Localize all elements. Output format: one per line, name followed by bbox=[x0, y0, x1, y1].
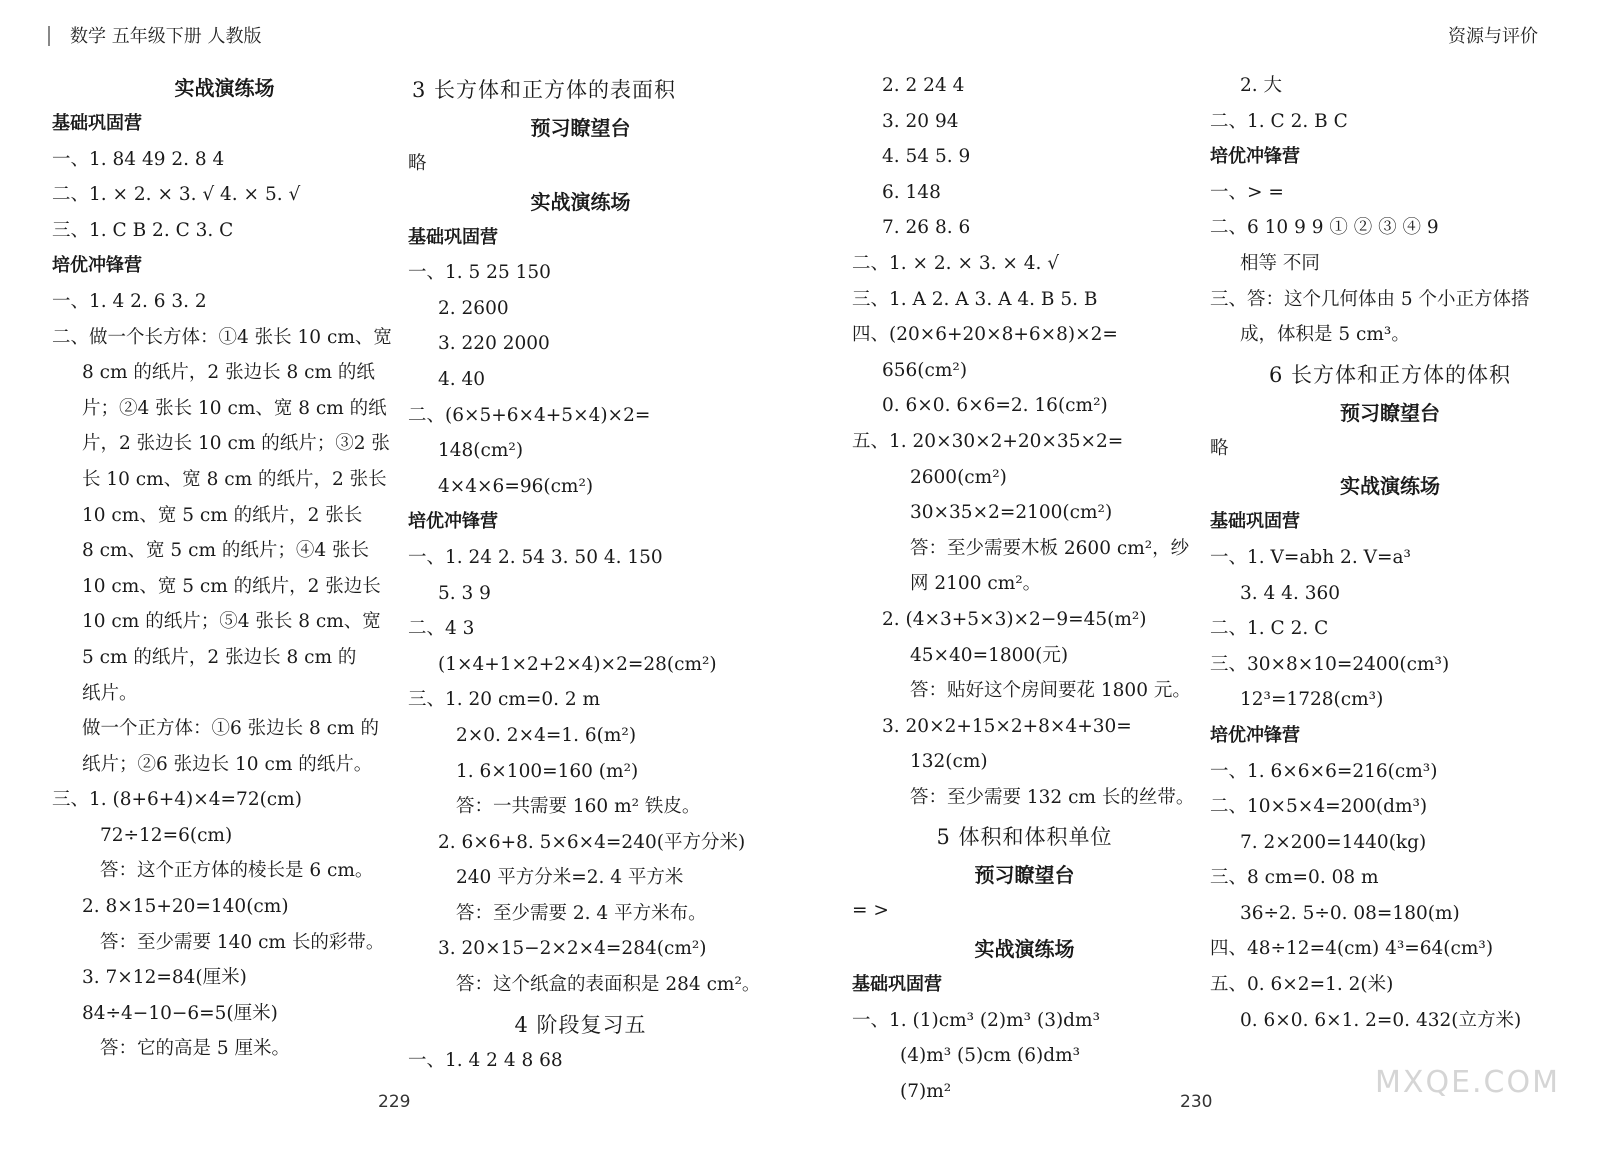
answer-line: 答：至少需要木板 2600 cm²，纱 bbox=[910, 537, 1190, 559]
section-title: 实战演练场 bbox=[174, 76, 275, 100]
answer-line: 一、> = bbox=[1210, 181, 1284, 203]
chapter-heading: 4 阶段复习五 bbox=[514, 1012, 647, 1037]
answer-line: 4. 54 5. 9 bbox=[882, 146, 971, 168]
answer-line: 答：这个纸盒的表面积是 284 cm²。 bbox=[456, 974, 761, 996]
answer-line: 3. 7×12=84(厘米) bbox=[82, 967, 247, 989]
answer-line: 7. 2×200=1440(kg) bbox=[1240, 831, 1427, 853]
answer-line: (4)m³ (5)cm (6)dm³ bbox=[900, 1045, 1081, 1067]
answer-line: 二、6 10 9 9 ① ② ③ ④ 9 bbox=[1210, 217, 1439, 239]
answer-line: 答：至少需要 140 cm 长的彩带。 bbox=[100, 931, 385, 953]
answer-line: 30×35×2=2100(cm²) bbox=[910, 502, 1113, 524]
answer-line: 2. 6×6+8. 5×6×4=240(平方分米) bbox=[438, 831, 746, 853]
page-number-right: 230 bbox=[1180, 1092, 1213, 1112]
subsection-heading: 基础巩固营 bbox=[852, 974, 942, 996]
answer-line: 36÷2. 5÷0. 08=180(m) bbox=[1240, 902, 1460, 924]
section-title: 实战演练场 bbox=[1340, 474, 1440, 499]
answer-line: 2. 2600 bbox=[438, 297, 509, 319]
answer-line: (7)m² bbox=[900, 1080, 952, 1102]
answer-line: 答：它的高是 5 厘米。 bbox=[100, 1038, 291, 1060]
answer-line: 4. 40 bbox=[438, 368, 486, 390]
answer-line: 2600(cm²) bbox=[910, 466, 1007, 488]
answer-line: 656(cm²) bbox=[882, 359, 968, 381]
answer-column-3 bbox=[852, 68, 1197, 1109]
answer-line: 45×40=1800(元) bbox=[910, 644, 1069, 666]
answer-line: 做一个正方体：①6 张边长 8 cm 的 bbox=[82, 718, 379, 740]
answer-line: 5. 3 9 bbox=[438, 582, 491, 604]
section-title: 实战演练场 bbox=[974, 937, 1075, 962]
section-title: 预习瞭望台 bbox=[530, 116, 631, 140]
answer-line: 7. 26 8. 6 bbox=[882, 217, 971, 239]
answer-line: 一、1. 84 49 2. 8 4 bbox=[52, 148, 225, 170]
answer-line: 3. 4 4. 360 bbox=[1240, 582, 1341, 604]
answer-line: 二、1. C 2. C bbox=[1210, 618, 1329, 640]
answer-line: 8 cm 的纸片，2 张边长 8 cm 的纸 bbox=[82, 362, 375, 384]
answer-line: (1×4+1×2+2×4)×2=28(cm²) bbox=[438, 653, 717, 675]
answer-line: 5 cm 的纸片，2 张边长 8 cm 的 bbox=[82, 646, 357, 668]
answer-line: 四、48÷12=4(cm) 4³=64(cm³) bbox=[1210, 938, 1494, 960]
answer-line: 四、(20×6+20×8+6×8)×2= bbox=[852, 324, 1118, 346]
answer-line: 二、做一个长方体：①4 张长 10 cm、宽 bbox=[52, 326, 392, 348]
answer-line: 240 平方分米=2. 4 平方米 bbox=[456, 867, 684, 889]
answer-line: 8 cm、宽 5 cm 的纸片；④4 张长 bbox=[82, 540, 370, 562]
answer-line: 一、1. (1)cm³ (2)m³ (3)dm³ bbox=[852, 1009, 1100, 1031]
answer-line: 2. 8×15+20=140(cm) bbox=[82, 896, 289, 918]
answer-line: 2. 大 bbox=[1240, 75, 1283, 96]
answer-line: 72÷12=6(cm) bbox=[100, 824, 233, 846]
answer-line: 片；②4 张长 10 cm、宽 8 cm 的纸 bbox=[82, 397, 387, 419]
answer-line: 三、答：这个几何体由 5 个小正方体搭 bbox=[1210, 288, 1530, 310]
watermark: MXQE.COM bbox=[1375, 1065, 1560, 1100]
answer-line: 片，2 张边长 10 cm 的纸片；③2 张 bbox=[82, 433, 390, 455]
answer-line: 132(cm) bbox=[910, 751, 988, 773]
answer-line: 1. 6×100=160 (m²) bbox=[456, 760, 639, 782]
chapter-heading: 6 长方体和正方体的体积 bbox=[1268, 362, 1512, 387]
subsection-heading: 培优冲锋营 bbox=[52, 255, 142, 277]
answer-line: 一、1. 4 2. 6 3. 2 bbox=[52, 290, 207, 312]
answer-line: 2×0. 2×4=1. 6(m²) bbox=[456, 724, 637, 746]
answer-line: 答：一共需要 160 m² 铁皮。 bbox=[456, 796, 701, 818]
answer-line: 148(cm²) bbox=[438, 440, 524, 462]
page-number-left: 229 bbox=[378, 1092, 411, 1112]
header-divider bbox=[48, 26, 50, 46]
answer-line: 略 bbox=[1210, 437, 1229, 459]
answer-line: 五、1. 20×30×2+20×35×2= bbox=[852, 430, 1124, 452]
chapter-heading: 3 长方体和正方体的表面积 bbox=[412, 78, 677, 102]
answer-line: 一、1. V=abh 2. V=a³ bbox=[1210, 546, 1411, 568]
answer-line: 3. 20×15−2×2×4=284(cm²) bbox=[438, 938, 707, 960]
answer-line: 一、1. 6×6×6=216(cm³) bbox=[1210, 760, 1438, 782]
answer-line: 纸片。 bbox=[82, 682, 138, 704]
answer-line: 2. (4×3+5×3)×2−9=45(m²) bbox=[882, 608, 1147, 630]
answer-line: 三、1. C B 2. C 3. C bbox=[52, 219, 234, 241]
answer-line: 二、1. × 2. × 3. × 4. √ bbox=[852, 252, 1060, 274]
section-title: 预习瞭望台 bbox=[1340, 400, 1440, 425]
answer-line: 3. 220 2000 bbox=[438, 333, 550, 355]
answer-line: 答：贴好这个房间要花 1800 元。 bbox=[910, 680, 1191, 702]
answer-line: 10 cm、宽 5 cm 的纸片，2 张边长 bbox=[82, 575, 381, 597]
answer-line: 三、1. (8+6+4)×4=72(cm) bbox=[52, 789, 302, 811]
answer-line: 二、10×5×4=200(dm³) bbox=[1210, 796, 1428, 818]
answer-line: 4×4×6=96(cm²) bbox=[438, 475, 594, 497]
answer-line: 成，体积是 5 cm³。 bbox=[1240, 324, 1410, 346]
answer-line: 10 cm、宽 5 cm 的纸片，2 张长 bbox=[82, 504, 363, 526]
answer-line: 84÷4−10−6=5(厘米) bbox=[82, 1002, 278, 1024]
answer-line: 二、(6×5+6×4+5×4)×2= bbox=[408, 404, 651, 426]
answer-line: 二、1. × 2. × 3. √ 4. × 5. √ bbox=[52, 184, 301, 206]
subsection-heading: 基础巩固营 bbox=[1210, 511, 1300, 533]
answer-line: 纸片；②6 张边长 10 cm 的纸片。 bbox=[82, 753, 373, 775]
answer-line: 三、1. A 2. A 3. A 4. B 5. B bbox=[852, 288, 1098, 310]
answer-line: 网 2100 cm²。 bbox=[910, 573, 1042, 595]
answer-line: 10 cm 的纸片；⑤4 张长 8 cm、宽 bbox=[82, 611, 381, 633]
answer-line: 0. 6×0. 6×6=2. 16(cm²) bbox=[882, 395, 1108, 417]
book-title: 数学 五年级下册 人教版 bbox=[70, 26, 262, 47]
answer-line: 答：这个正方体的棱长是 6 cm。 bbox=[100, 860, 374, 882]
answer-line: 一、1. 4 2 4 8 68 bbox=[408, 1049, 563, 1071]
answer-line: 三、1. 20 cm=0. 2 m bbox=[408, 689, 601, 711]
answer-line: 一、1. 24 2. 54 3. 50 4. 150 bbox=[408, 546, 663, 568]
subsection-heading: 基础巩固营 bbox=[52, 113, 142, 134]
answer-column-2 bbox=[408, 68, 761, 1078]
answer-line: = > bbox=[852, 900, 889, 922]
answer-line: 略 bbox=[408, 153, 427, 174]
answer-line: 三、8 cm=0. 08 m bbox=[1210, 867, 1379, 889]
answer-line: 0. 6×0. 6×1. 2=0. 432(立方米) bbox=[1240, 1009, 1522, 1031]
answer-line: 二、1. C 2. B C bbox=[1210, 110, 1348, 132]
answer-line: 相等 不同 bbox=[1240, 252, 1320, 274]
section-title: 实战演练场 bbox=[530, 189, 631, 214]
answer-column-4 bbox=[1210, 68, 1570, 1038]
answer-line: 答：至少需要 2. 4 平方米布。 bbox=[456, 902, 707, 924]
answer-line: 二、4 3 bbox=[408, 618, 475, 640]
subsection-heading: 培优冲锋营 bbox=[1210, 146, 1300, 168]
answer-line: 12³=1728(cm³) bbox=[1240, 689, 1384, 711]
answer-line: 3. 20×2+15×2+8×4+30= bbox=[882, 715, 1132, 737]
answer-line: 3. 20 94 bbox=[882, 110, 959, 132]
answer-line: 三、30×8×10=2400(cm³) bbox=[1210, 653, 1450, 675]
subsection-heading: 培优冲锋营 bbox=[1210, 724, 1300, 746]
series-title: 资源与评价 bbox=[1448, 26, 1538, 47]
answer-line: 2. 2 24 4 bbox=[882, 75, 965, 96]
answer-column-1 bbox=[52, 68, 397, 1067]
answer-line: 答：至少需要 132 cm 长的丝带。 bbox=[910, 786, 1195, 808]
answer-line: 6. 148 bbox=[882, 181, 941, 203]
answer-line: 一、1. 5 25 150 bbox=[408, 262, 551, 284]
chapter-heading: 5 体积和体积单位 bbox=[936, 825, 1113, 850]
section-title: 预习瞭望台 bbox=[974, 863, 1075, 888]
answer-line: 长 10 cm、宽 8 cm 的纸片，2 张长 bbox=[82, 468, 387, 490]
subsection-heading: 培优冲锋营 bbox=[408, 511, 498, 533]
answer-line: 五、0. 6×2=1. 2(米) bbox=[1210, 974, 1394, 996]
subsection-heading: 基础巩固营 bbox=[408, 226, 498, 248]
